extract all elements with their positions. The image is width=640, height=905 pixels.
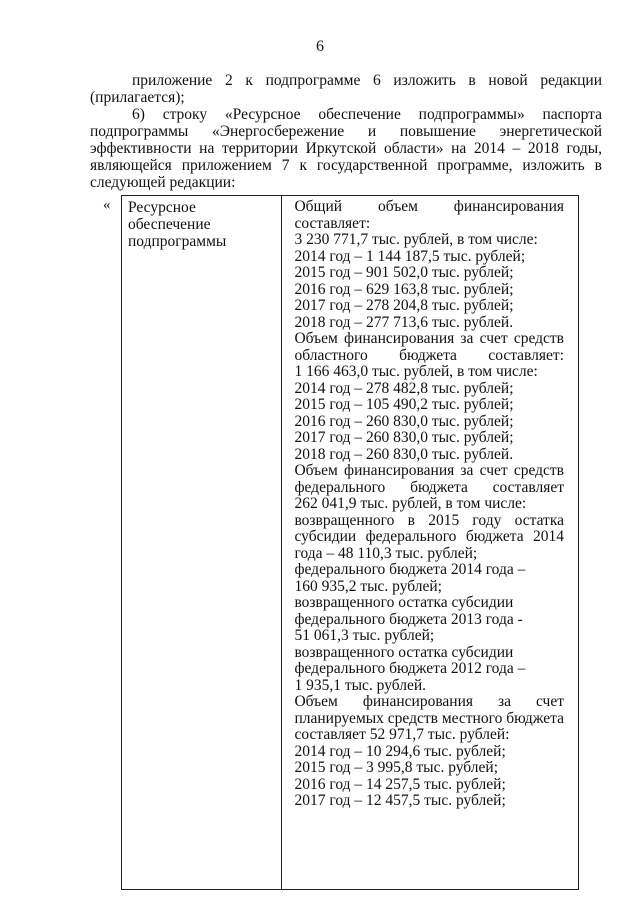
funding-line: 2016 год – 260 830,0 тыс. рублей;: [294, 412, 514, 430]
intro-line: подпрограммы «Энергосбережение и повышение энергетической: [90, 123, 602, 140]
funding-line: 262 041,9 тыс. рублей, в том числе:: [294, 495, 527, 512]
funding-line: составляет 52 971,7 тыс. рублей:: [294, 726, 510, 743]
intro-line: эффективности на территории Иркутской области» на 2014 – 2018 годы,: [90, 140, 602, 157]
funding-line: 2014 год – 1 144 187,5 тыс. рублей;: [294, 247, 526, 265]
funding-line: 2017 год – 278 204,8 тыс. рублей;: [294, 297, 514, 314]
funding-line: Общий объем финансирования: [294, 198, 564, 215]
funding-line: возвращенного в 2015 году остатка: [294, 511, 564, 529]
resource-table: [121, 195, 579, 890]
funding-line: возвращенного остатка субсидии: [294, 643, 514, 661]
funding-line: 2016 год – 629 163,8 тыс. рублей;: [294, 280, 514, 298]
intro-paragraph: [90, 72, 602, 191]
intro-line: 6) строку «Ресурсное обеспечение подпрограммы» паспорта: [132, 106, 602, 123]
intro-line: приложение 2 к подпрограмме 6 изложить в новой редакции: [132, 72, 602, 89]
funding-line: 2015 год – 3 995,8 тыс. рублей;: [294, 759, 499, 776]
funding-line: 2018 год – 260 830,0 тыс. рублей.: [294, 445, 514, 463]
intro-line: следующей редакции:: [90, 174, 236, 191]
intro-line: являющейся приложением 7 к государственной программе, изложить в: [90, 157, 602, 174]
funding-line: субсидии федерального бюджета 2014: [294, 528, 564, 545]
funding-line: 2015 год – 901 502,0 тыс. рублей;: [294, 264, 514, 281]
funding-line: федерального бюджета 2013 года -: [294, 610, 523, 628]
funding-line: 2014 год – 10 294,6 тыс. рублей;: [294, 742, 506, 760]
funding-line: Объем финансирования за счет средств: [294, 462, 564, 479]
intro-line: (прилагается);: [90, 89, 185, 106]
table-row: [122, 196, 579, 890]
funding-line: 1 935,1 тыс. рублей.: [294, 676, 427, 694]
row-label-line: Ресурсное: [128, 199, 196, 216]
funding-line: 2016 год – 14 257,5 тыс. рублей;: [294, 775, 506, 793]
row-label-line: подпрограммы: [128, 233, 227, 250]
funding-line: областного бюджета составляет:: [294, 346, 564, 364]
funding-line: федерального бюджета составляет: [294, 478, 564, 496]
funding-line: возвращенного остатка субсидии: [294, 594, 514, 611]
funding-line: федерального бюджета 2014 года –: [294, 561, 526, 578]
funding-line: 51 061,3 тыс. рублей;: [294, 627, 435, 644]
row-label-cell: [122, 196, 282, 890]
funding-line: Объем финансирования за счет: [294, 693, 564, 710]
funding-line: федерального бюджета 2012 года –: [294, 660, 526, 677]
page-number: 6: [316, 38, 324, 55]
opening-quote-mark: «: [103, 197, 111, 213]
funding-line: планируемых средств местного бюджета: [294, 709, 564, 727]
funding-line: 2017 год – 12 457,5 тыс. рублей;: [294, 792, 506, 809]
funding-line: 2017 год – 260 830,0 тыс. рублей;: [294, 429, 514, 446]
funding-line: года – 48 110,3 тыс. рублей;: [294, 544, 478, 562]
funding-line: Объем финансирования за счет средств: [294, 330, 564, 347]
row-label-line: обеспечение: [128, 216, 211, 233]
funding-line: 2014 год – 278 482,8 тыс. рублей;: [294, 379, 514, 397]
funding-line: 1 166 463,0 тыс. рублей, в том числе:: [294, 363, 538, 380]
funding-line: 2015 год – 105 490,2 тыс. рублей;: [294, 396, 514, 413]
funding-description-cell: [282, 196, 579, 890]
funding-line: 3 230 771,7 тыс. рублей, в том числе:: [294, 231, 538, 248]
funding-line: составляет:: [294, 214, 371, 232]
funding-line: 160 935,2 тыс. рублей;: [294, 577, 442, 595]
funding-line: 2018 год – 277 713,6 тыс. рублей.: [294, 313, 514, 331]
